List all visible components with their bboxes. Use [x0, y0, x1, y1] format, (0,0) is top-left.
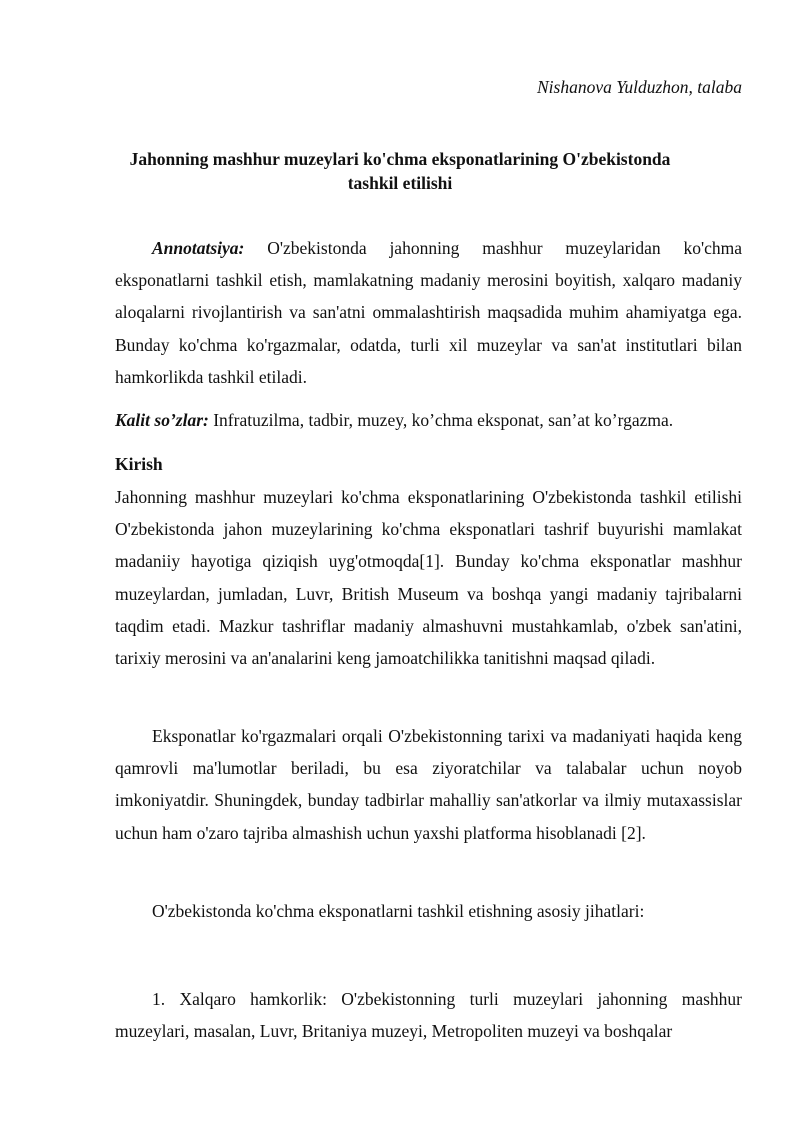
author-line: Nishanova Yulduzhon, talaba [536, 77, 742, 97]
keywords-label: Kalit so’zlar: [115, 410, 209, 430]
section-heading-intro: Kirish [115, 454, 163, 474]
keywords-paragraph [115, 404, 742, 436]
body-paragraph-2: Eksponatlar ko'rgazmalari orqali O'zbekistonning tarixi va madaniyati haqida keng qamrovli ma'lumotlar beriladi, bu esa ziyoratchilar va talabalar uchun noyob imkoniyatdir. Shuningdek, bunday tadbirlar mahalliy san'atkorlar va ilmiy mutaxassislar uchun ham o'zaro tajriba almashish uchun yaxshi platforma hisoblanadi [2]. [115, 726, 742, 843]
body-paragraph-3: O'zbekistonda ko'chma eksponatlarni tashkil etishning asosiy jihatlari: [152, 901, 645, 921]
article-title: Jahonning mashhur muzeylari ko'chma eksponatlarining O'zbekistonda tashkil etilishi [129, 149, 671, 193]
keywords-text: Infratuzilma, tadbir, muzey, ko’chma eksponat, san’at ko’rgazma. [208, 410, 674, 430]
intro-paragraph: Jahonning mashhur muzeylari ko'chma eksponatlarining O'zbekistonda tashkil etilishi O'zbekistonda jahon muzeylarining ko'chma eksponatlari tashrif buyurishi mamlakat madaniiy hayotiga qiziqish uyg'otmoqda[1]. Bunday ko'chma eksponatlar mashhur muzeylardan, jumladan, Luvr, British Museum va boshqa yangi madaniy tajribalarni taqdim etadi. Mazkur tashriflar madaniy almashuvni mustahkamlab, o'zbek san'atini, tarixiy merosini va an'analarini keng jamoatchilikka tanitishni maqsad qiladi. [115, 487, 742, 669]
annotation-text: O'zbekistonda jahonning mashhur muzeylaridan ko'chma eksponatlarni tashkil etish, mamlakatning madaniy merosini boyitish, xalqaro madaniy aloqalarni rivojlantirish va san'atni ommalashtirish maqsadida muhim ahamiyatga ega. Bunday ko'chma ko'rgazmalar, odatda, turli xil muzeylar va san'at institutlari bilan hamkorlikda tashkil etiladi. [115, 238, 742, 387]
list-item-1: 1. Xalqaro hamkorlik: O'zbekistonning turli muzeylari jahonning mashhur muzeylari, masalan, Luvr, Britaniya muzeyi, Metropoliten muzeyi va boshqalar [115, 989, 742, 1042]
annotation-label: Annotatsiya: [152, 238, 245, 258]
annotation-paragraph [115, 232, 742, 393]
